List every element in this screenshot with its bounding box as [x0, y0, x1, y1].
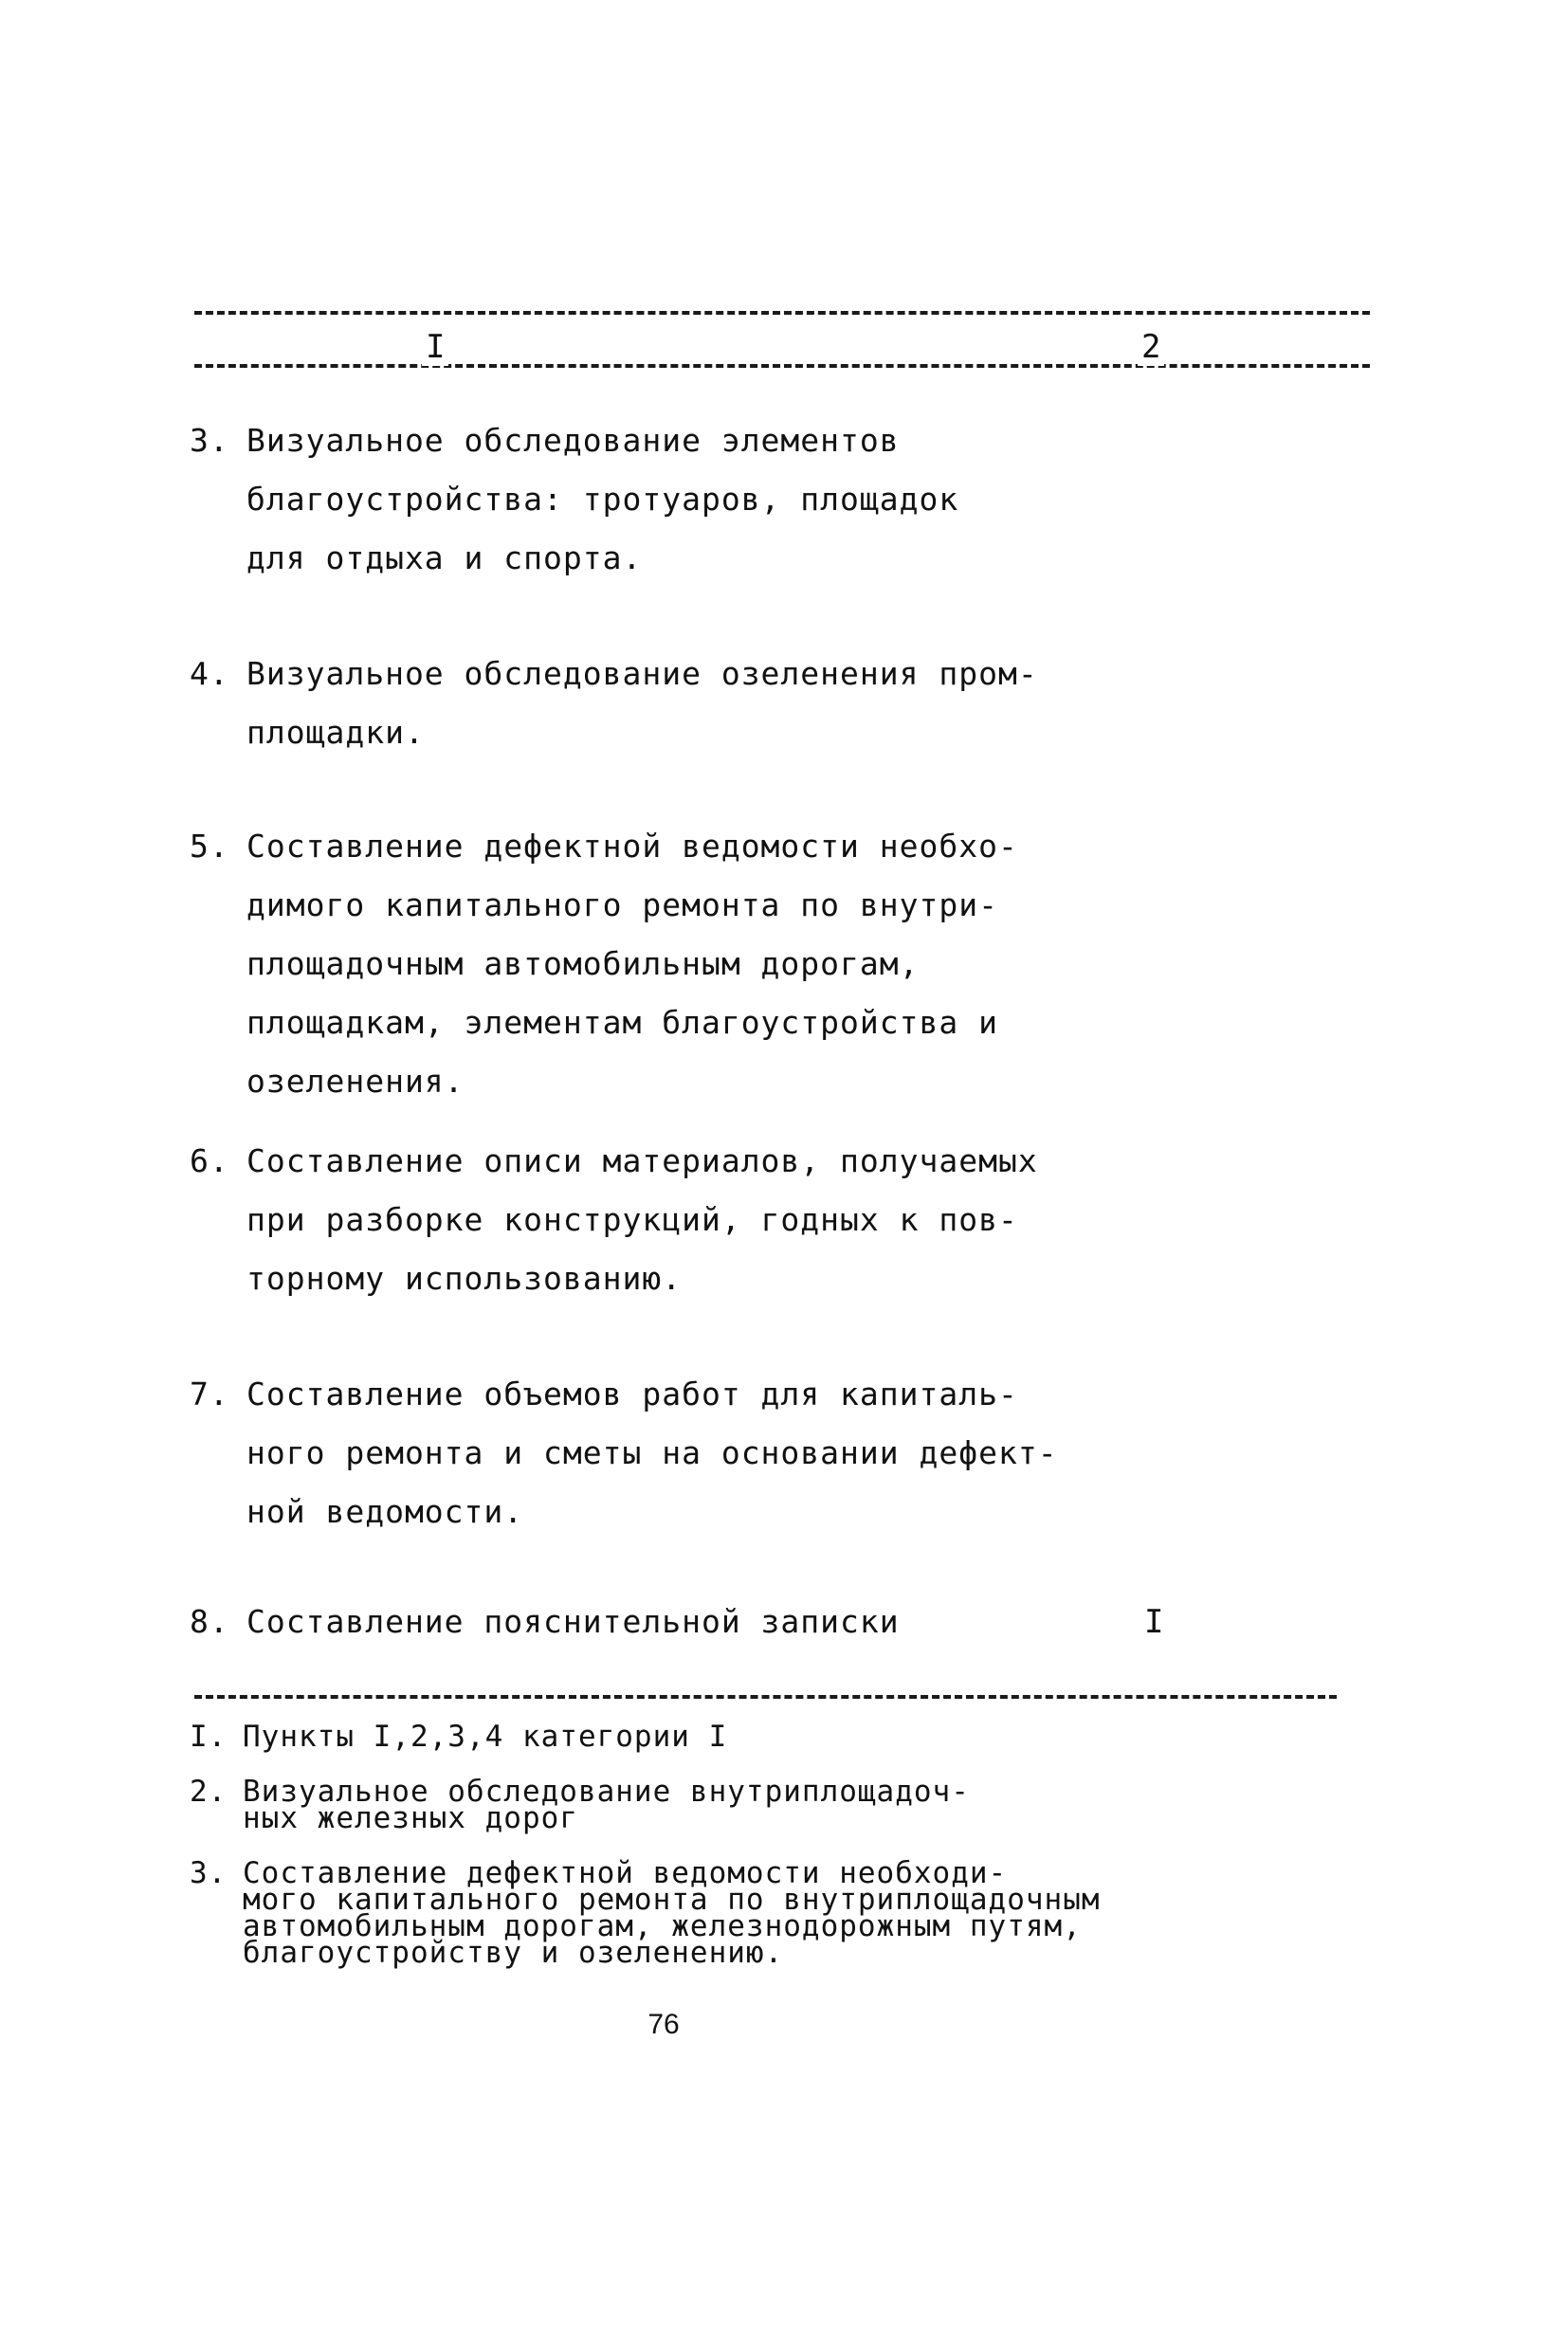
column-1-label: I	[422, 328, 448, 366]
item-number: 6.	[190, 1142, 229, 1179]
item-line: при разборке конструкций, годных к пов-	[246, 1201, 1018, 1238]
item-number: 7.	[190, 1376, 229, 1412]
item-line: площадкам, элементам благоустройства и	[246, 1004, 998, 1041]
item-text	[246, 645, 1038, 762]
footnote-number: 2.	[190, 1775, 228, 1809]
footnote-line: Составление дефектной ведомости необходи-	[243, 1856, 1008, 1890]
header-bottom-rule	[194, 364, 1370, 368]
item-line: Составление дефектной ведомости необхо-	[246, 828, 1018, 865]
item-line: Визуальное обследование элементов	[246, 422, 900, 459]
item-line: димого капитального ремонта по внутри-	[246, 886, 998, 923]
item-number: 3.	[190, 422, 229, 459]
item-line: площадочным автомобильным дорогам,	[246, 945, 920, 982]
footnote-text	[243, 1856, 1101, 1970]
footnote-line: благоустройству и озеленению.	[243, 1936, 784, 1970]
item-line: ной ведомости.	[246, 1493, 524, 1530]
item-number: 8.	[190, 1603, 229, 1640]
footnote-line: автомобильным дорогам, железнодорожным путям,	[243, 1909, 1082, 1943]
footnote-line: мого капитального ремонта по внутриплощадочным	[243, 1883, 1101, 1917]
footnote-text	[243, 1720, 728, 1754]
item-text	[246, 1593, 900, 1651]
footnote-number: 3.	[190, 1856, 228, 1890]
footnote-text	[243, 1775, 970, 1835]
item-line: торному использованию.	[246, 1260, 683, 1297]
footnote-rule	[194, 1695, 1337, 1699]
item-text	[246, 817, 1018, 1111]
item-8-value: I	[1144, 1603, 1164, 1641]
item-line: Составление объемов работ для капиталь-	[246, 1376, 1018, 1412]
header-top-rule	[194, 311, 1370, 315]
item-line: озеленения.	[246, 1063, 465, 1100]
item-text	[246, 411, 958, 588]
item-line: Составление пояснительной записки	[246, 1603, 900, 1640]
item-line: Визуальное обследование озеленения пром-	[246, 655, 1038, 692]
column-2-label: 2	[1138, 328, 1164, 366]
item-number: 4.	[190, 655, 229, 692]
item-text	[246, 1365, 1058, 1541]
footnote-number: I.	[190, 1720, 228, 1754]
item-number: 5.	[190, 828, 229, 865]
item-line: благоустройства: тротуаров, площадок	[246, 481, 959, 518]
item-line: ного ремонта и сметы на основании дефект-	[246, 1434, 1058, 1471]
footnote-line: Визуальное обследование внутриплощадоч-	[243, 1775, 970, 1809]
page-number: 76	[647, 2009, 680, 2040]
item-text	[246, 1132, 1038, 1308]
item-line: для отдыха и спорта.	[246, 539, 643, 576]
footnote-line: ных железных дорог	[243, 1801, 578, 1835]
footnote-line: Пункты I,2,3,4 категории I	[243, 1720, 728, 1754]
item-line: площадки.	[246, 714, 425, 751]
item-line: Составление описи материалов, получаемых	[246, 1142, 1038, 1179]
